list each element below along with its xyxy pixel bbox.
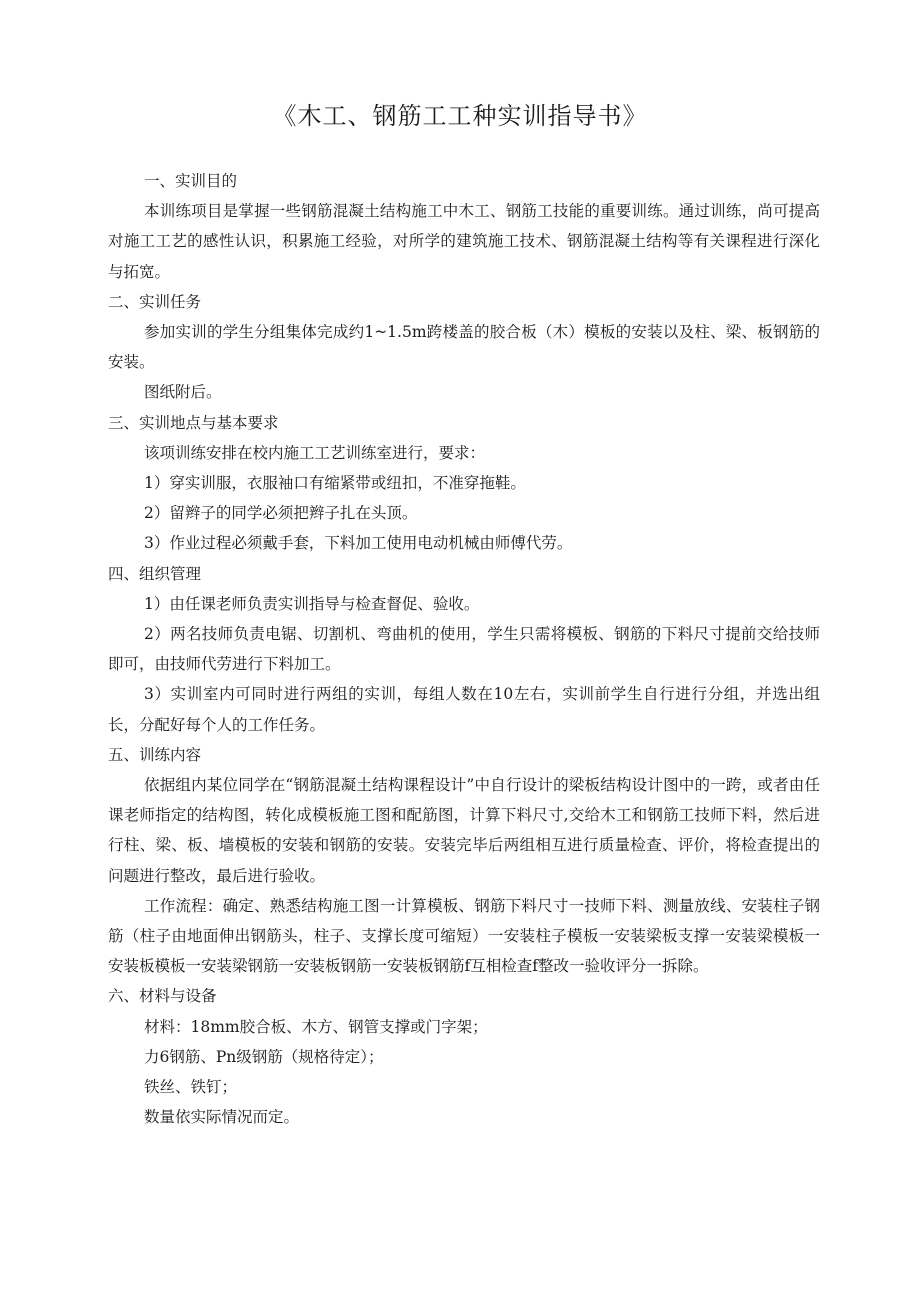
- list-item-management-3: 3）实训室内可同时进行两组的实训，每组人数在10左右，实训前学生自行进行分组，并选出组长，分配好每个人的工作任务。: [108, 685, 820, 734]
- paragraph-content: 依据组内某位同学在“钢筋混凝土结构课程设计”中自行设计的梁板结构设计图中的一跨，或者由任课老师指定的结构图，转化成模板施工图和配筋图，计算下料尺寸,交给木工和钢筋工技师下料，然后进行柱、梁、板、墙模板的安装和钢筋的安装。安装完毕后两组相互进行质量检查、评价，将检查提出的问题进行整改，最后进行验收。: [108, 776, 820, 885]
- section-heading-task: 二、实训任务: [108, 292, 202, 311]
- section-heading-objective: 一、实训目的: [144, 172, 238, 190]
- list-item-materials-2: 力6钢筋、Pn级钢筋（规格待定）；: [144, 1047, 384, 1066]
- list-item-management-1: 1）由任课老师负责实训指导与检查督促、验收。: [144, 594, 480, 613]
- list-item-materials-1: 材料：18mm胶合板、木方、钢管支撑或门字架；: [144, 1017, 488, 1036]
- paragraph-drawings: 图纸附后。: [144, 383, 222, 402]
- paragraph-task: 参加实训的学生分组集体完成约1~1.5m跨楼盖的胶合板（木）模板的安装以及柱、梁、板钢筋的安装。: [108, 323, 820, 372]
- section-heading-content: 五、训练内容: [108, 745, 202, 764]
- list-item-materials-4: 数量依实际情况而定。: [144, 1108, 300, 1127]
- section-heading-location: 三、实训地点与基本要求: [108, 413, 279, 432]
- list-item-requirement-3: 3）作业过程必须戴手套，下料加工使用电动机械由师傅代劳。: [144, 534, 573, 553]
- document-title: 《木工、钢筋工工种实训指导书》: [272, 102, 648, 130]
- paragraph-location-intro: 该项训练安排在校内施工工艺训练室进行，要求：: [144, 443, 486, 462]
- list-item-materials-3: 铁丝、铁钉；: [144, 1078, 238, 1097]
- paragraph-workflow: 工作流程：确定、熟悉结构施工图一计算模板、钢筋下料尺寸一技师下料、测量放线、安装柱子钢筋（柱子由地面伸出钢筋头，柱子、支撑长度可缩短）一安装柱子模板一安装梁板支撑一安装梁模板一安装板模板一安装梁钢筋一安装板钢筋一安装板钢筋f互相检查f整改一验收评分一拆除。: [108, 896, 820, 976]
- paragraph-objective: 本训练项目是掌握一些钢筋混凝土结构施工中木工、钢筋工技能的重要训练。通过训练，尚可提高对施工工艺的感性认识，积累施工经验，对所学的建筑施工技术、钢筋混凝土结构等有关课程进行深化与拓宽。: [108, 202, 820, 281]
- section-heading-materials: 六、材料与设备: [108, 987, 217, 1006]
- section-heading-management: 四、组织管理: [108, 564, 202, 583]
- list-item-requirement-1: 1）穿实训服，衣服袖口有缩紧带或纽扣，不准穿拖鞋。: [144, 474, 526, 493]
- document-body: [108, 166, 820, 1133]
- list-item-management-2: 2）两名技师负责电锯、切割机、弯曲机的使用，学生只需将模板、钢筋的下料尺寸提前交给技师即可，由技师代劳进行下料加工。: [108, 625, 820, 674]
- list-item-requirement-2: 2）留辫子的同学必须把辫子扎在头顶。: [144, 504, 418, 523]
